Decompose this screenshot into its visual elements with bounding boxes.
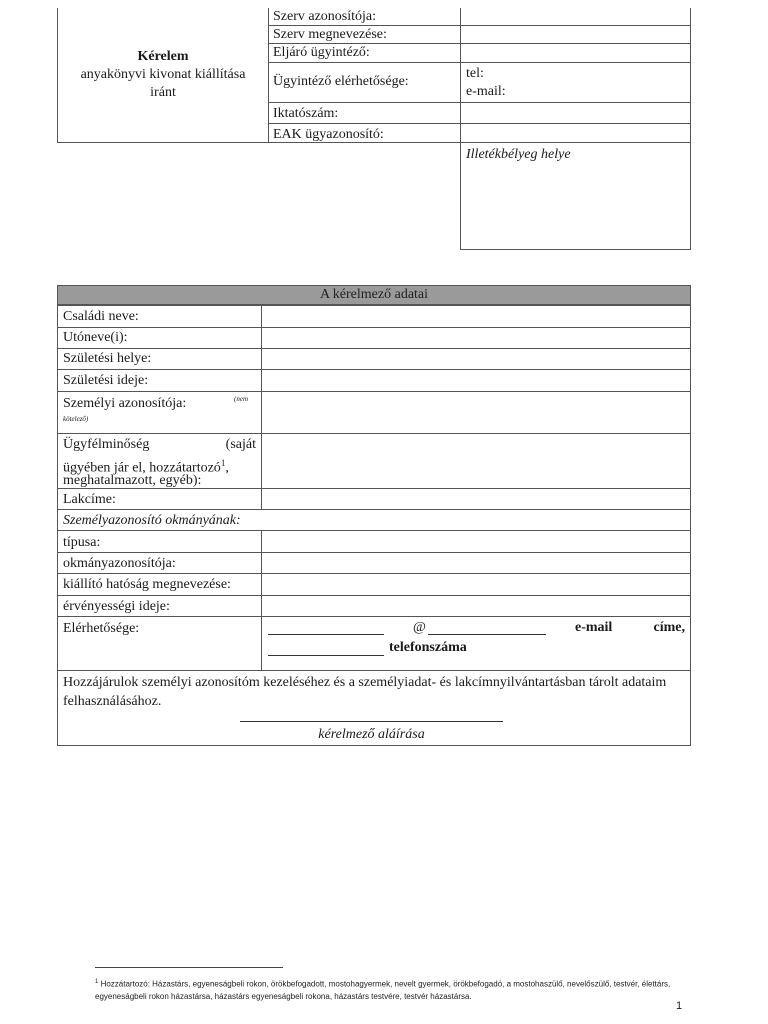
header-right-border [690, 8, 691, 250]
row-line [57, 552, 691, 553]
family-name-label: Családi neve: [63, 309, 139, 324]
email-at-sign: @ [413, 620, 426, 635]
address-label: Lakcíme: [63, 492, 116, 507]
stamp-bottom-border [460, 249, 691, 250]
row-line [57, 369, 691, 370]
personal-id-optional-note-2: kötelező) [63, 415, 89, 423]
doc-number-label: okmányazonosítója: [63, 556, 176, 571]
officer-contact-label: Ügyintéző elérhetősége: [273, 74, 409, 89]
email-caption: e-mail címe, [575, 620, 685, 635]
footnote-text: Hozzátartozó: Házastárs, egyeneságbeli rokon, örökbefogadott, mostohagyermek, nevelt gyermek, örökbefogadó, a mostohaszülő, nevelőszülő, testvér, élettárs, egyeneságbeli rokon házastársa, házastárs egyeneságbeli rokona, házastárs testvére, testvér házastársa. [95, 979, 671, 1001]
table-left-border [57, 285, 58, 746]
personal-id-optional-note: (nem [234, 395, 248, 403]
row-line [57, 327, 691, 328]
eak-case-id-label: EAK ügyazonosító: [273, 127, 384, 142]
email-user-line [268, 634, 384, 635]
footnote-ref: 1 [220, 458, 226, 468]
section-title: A kérelmező adatai [319, 287, 429, 302]
birth-date-label: Születési ideje: [63, 373, 149, 388]
footnote-separator [95, 967, 283, 968]
phone-caption: telefonszáma [389, 640, 467, 655]
page-number: 1 [676, 1000, 683, 1012]
row-line [268, 102, 691, 103]
email-domain-line [428, 634, 546, 635]
row-line [57, 616, 691, 617]
client-status-text: ügyében jár el, hozzátartozó [63, 460, 221, 476]
personal-id-label: Személyi azonosítója: [63, 396, 187, 411]
issuer-label: kiállító hatóság megnevezése: [63, 577, 231, 592]
id-document-heading: Személyazonosító okmányának: [63, 513, 241, 528]
table-bottom-border [57, 745, 691, 746]
stamp-area-label: Illetékbélyeg helye [466, 147, 571, 162]
phone-line [268, 655, 384, 656]
header-left-border [57, 8, 58, 143]
row-line [57, 573, 691, 574]
row-line [57, 305, 691, 306]
row-line [57, 670, 691, 671]
doc-type-label: típusa: [63, 535, 101, 550]
footnote [95, 976, 685, 1003]
form-title: Kérelem [137, 49, 189, 64]
client-status-label-3: meghatalmazott, egyéb): [63, 473, 202, 488]
given-names-label: Utóneve(i): [63, 330, 128, 345]
validity-label: érvényességi ideje: [63, 599, 170, 614]
contact-label: Elérhetősége: [63, 621, 140, 636]
row-line [268, 43, 691, 44]
footnote-marker: 1 [95, 979, 99, 985]
birth-place-label: Születési helye: [63, 351, 152, 366]
col-divider [261, 530, 262, 670]
table-right-border [690, 285, 691, 746]
signature-line [240, 721, 503, 722]
client-status-comma: , [225, 460, 229, 476]
row-line [268, 123, 691, 124]
agency-name-label: Szerv megnevezése: [273, 27, 387, 42]
row-line [57, 595, 691, 596]
header-value-divider [460, 8, 461, 250]
col-divider [261, 305, 262, 509]
row-line [57, 530, 691, 531]
row-line [57, 433, 691, 434]
row-line [268, 62, 691, 63]
form-subtitle: anyakönyvi kivonat kiállítása [80, 67, 246, 82]
row-line [268, 25, 691, 26]
signature-caption: kérelmező aláírása [318, 727, 425, 742]
client-status-label: Ügyfélminőség (saját [63, 437, 256, 452]
file-number-label: Iktatószám: [273, 106, 339, 121]
form-subtitle-2: iránt [150, 85, 176, 100]
row-line [57, 391, 691, 392]
consent-text: Hozzájárulok személyi azonosítóm kezeléséhez és a személyiadat- és lakcímnyilvántartásban tárolt adataim felhasználásához. [63, 675, 667, 709]
row-line [57, 509, 691, 510]
case-officer-label: Eljáró ügyintéző: [273, 45, 370, 60]
email-label: e-mail: [466, 84, 506, 99]
row-line [57, 348, 691, 349]
tel-label: tel: [466, 66, 484, 81]
agency-id-label: Szerv azonosítója: [273, 9, 377, 24]
